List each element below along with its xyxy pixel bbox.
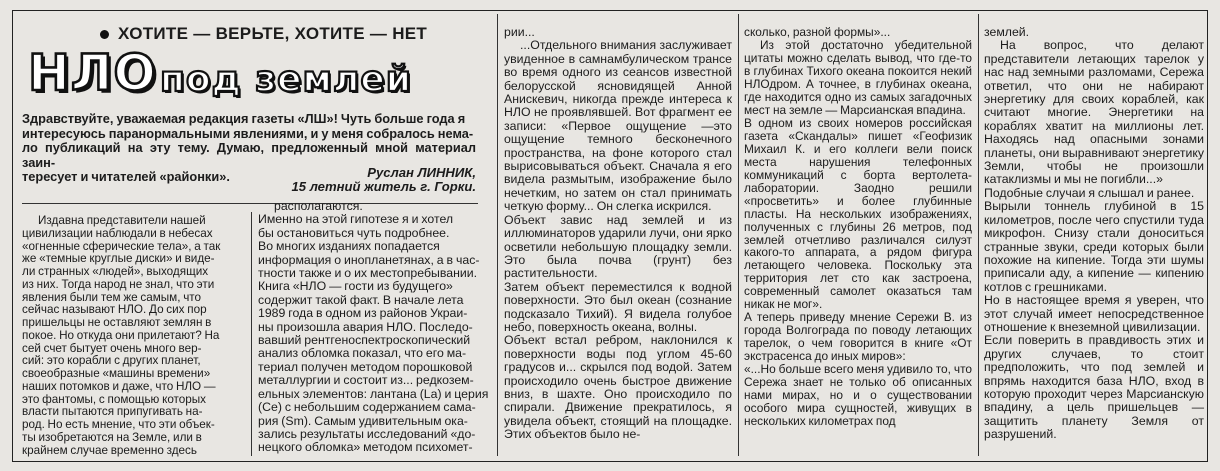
byline <box>292 166 477 195</box>
byline-role: 15 летний житель г. Горки. <box>291 179 476 195</box>
column-2 <box>258 200 490 455</box>
column-1-text: Издавна представители нашей цивилизации наблюдали в небесах «огненные сферические тела», а так же «темные круглые диски» и виде- ли странных «людей», выходящих из них. Тогда народ не знал, что эти явления были тем же самым, что сейчас называют НЛО. До сих пор пришельцы не оставляют землян в покое. Но откуда они прилетают? На сей счет бытует очень много вер- сий: это корабли с других планет, своеобразные «машины времени» наших потомков и даже, что НЛО — это фантомы, с помощью которых власти пытаются припугивать на- род. Но есть мнение, что эти объек- ты изобретаются на Земле, или в крайнем случае временно здесь <box>22 214 221 457</box>
bullet-icon <box>100 30 109 39</box>
headline-main: НЛО <box>28 44 157 102</box>
byline-name: Руслан ЛИННИК, <box>367 165 476 180</box>
column-3 <box>504 26 732 442</box>
column-rule <box>978 14 979 456</box>
kicker: ХОТИТЕ — ВЕРЬТЕ, ХОТИТЕ — НЕТ <box>118 24 428 43</box>
column-3-text: ...Отдельного внимания заслуживает увиденное в самнамбулическом трансе во время одного из сеансов известной белорусской ясновидящей Анной Анискевич, никогда прежде интереса к НЛО не проявлявшей. Вот фрагмент ее записи: «Первое ощущение —это ощущение темного бесконечного пространства, на фоне которого стал вырисовываться объект. Сначала я его видела размытым, изображение было нечетким, но затем он стал принимать четкую форму... Он слегка искрился. Объект завис над землей и из иллюминаторов ударили лучи, они ярко осветили небольшую площадку земли. Это была почва (грунт) без растительности. Затем объект переместился к водной поверхности. Это был океан (сознание подсказало Тихий). Я видела голубое небо, поверхность океана, волны. Объект встал ребром, наклонился к поверхности воды под углом 45-60 градусов и... скрылся под водой. Затем происходило очень быстрое движение вниз, в шахте. Оно происходило по спирали. Движение прекратилось, я увидела объект, стоящий на площадке. Этих объектов было не- <box>504 38 732 442</box>
column-5-lead: землей. <box>984 25 1030 39</box>
column-1 <box>22 215 244 457</box>
column-4 <box>744 26 972 428</box>
column-5-text: На вопрос, что делают представители летающих тарелок у нас над земными разломами, Сережа ответил, что они не набирают энергетику для своих кораблей, как считают многие. Энергетики на кораблях хватит на миллионы лет. Находясь над опасными зонами планеты, они выравнивают энергетику Земли, чтобы не произошли катаклизмы и мы не погибли...» Подобные случаи я слышал и ранее. Вырыли тоннель глубиной в 15 километров, после чего спустили туда микрофон. Снизу стали доноситься странные звуки, среди которых были похожие на кипение. Тогда эти шумы приписали аду, а кипение — кипению котлов с грешниками. Но в настоящее время я уверен, что этот случай имеет непосредственное отношение к внеземной цивилизации. Если поверить в правдивость этих и других случаев, то стоит предположить, что под землей и впрямь находится база НЛО, вход в которую проходит через Марсианскую впадину, а цель пришельцев — защитить планету Земля от разрушений. <box>984 38 1204 442</box>
column-4-text: Из этой достаточно убедительной цитаты можно сделать вывод, что где-то в глубинах Тихого океана покоится некий НЛОдром. А точнее, в глубинах океана, где находится одно из самых загадочных мест на земле — Марсианская впадина. В одном из своих номеров российская газета «Скандалы» пишет «Геофизик Михаил К. и его коллеги вели поиск места нарушения телефонных коммуникаций с борта вертолета-лаборатории. Заодно решили «просветить» и более глубинные пласты. На нескольких изображениях, полученных с глубины 26 метров, под землей отчетливо различался силуэт какого-то аппарата, а рядом фигура летающего человека. Поскольку эта территория лет сто как застроена, современный самолет оказаться там никак не мог». А теперь приведу мнение Сережи В. из города Волгограда по поводу летающих тарелок, о чем говорится в книге «От экстрасенса до иных миров»: «...Но больше всего меня удивило то, что Сережа знает не только об описанных нами мирах, но и о существовании особого мира сущностей, живущих в нескольких километрах под <box>744 37 972 429</box>
intro-letter: Здравствуйте, уважаемая редакция газеты «ЛШ»! Чуть больше года я интересуюсь паранормальными явлениями, и у меня собралось нема- ло публикаций на эту тему. Думаю, предложенный мной материал заин- тересует и читателей «районки». <box>22 111 476 184</box>
column-3-lead: рии... <box>504 25 535 39</box>
headline-block <box>22 24 498 102</box>
headline-sub: под землей <box>160 59 412 100</box>
column-rule <box>251 212 252 456</box>
column-rule <box>497 14 498 456</box>
column-4-lead: сколько, разной формы»... <box>744 25 891 39</box>
column-5 <box>984 26 1204 442</box>
column-2-text: располагаются. Именно на этой гипотезе я и хотел бы остановиться чуть подробнее. Во многих изданиях попадается информация о инопланетянах, а в час- тности также и о их местопребывании. Книга «НЛО — гости из будущего» содержит такой факт. В начале лета 1989 года в одном из районов Украи- ны произошла авария НЛО. Последо- вавший рентгеноспектроскопический анализ обломка показал, что его ма- териал получен методом порошковой металлургии и состоит из... редкозем- ельных элементов: лантана (La) и церия (Ce) с небольшим содержанием сама- рия (Sm). Самым удивительным ока- зались результаты исследований «до- нецкого обломка» методом психомет- <box>258 199 489 455</box>
column-rule <box>738 14 739 456</box>
